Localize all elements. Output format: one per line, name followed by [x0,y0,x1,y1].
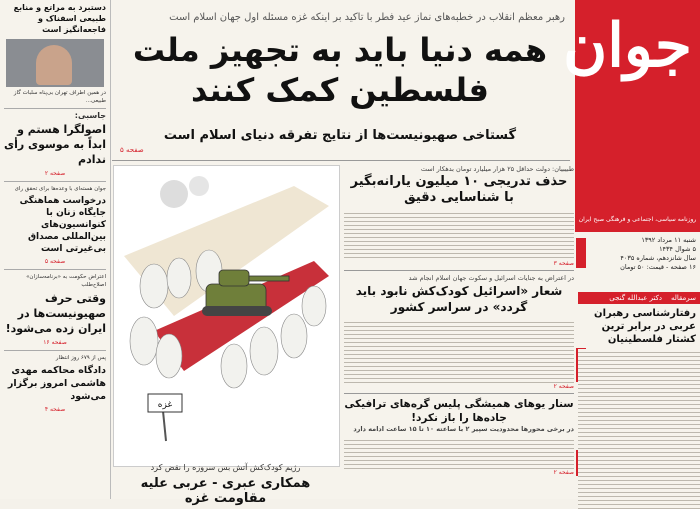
divider [4,108,106,109]
middle-column [344,165,574,476]
lead-page-ref: صفحه ۵ [120,146,144,154]
story1-kicker: طبیبیان: دولت حداقل ۲۵ هزار میلیارد تومان بدهکار است [420,165,574,173]
lead-subhead: گستاخی صهیونیست‌ها از نتایج تفرقه دنیای اسلام است [163,128,517,143]
story1-ref: صفحه ۳ [553,260,574,267]
lead-kicker: رهبر معظم انقلاب در خطبه‌های نماز عید فطر با تأکید بر اینکه غزه مسئله اول جهان اسلام است [169,12,565,23]
item2-title: درخواست هماهنگی جایگاه زنان با کنوانسیون‌های بین‌المللی مصداق بی‌غیرتی است [19,196,106,254]
story3-title: سنار یوهای همیشگی پلیس گره‌های ترافیکی جاده‌ها را باز نکرد! [344,398,574,424]
editorial-author: دکتر عبدالله گنجی [609,294,663,302]
item2-kicker: جوان هسته‌ای با وعده‌ها برای تحقق رای [14,186,106,192]
issue-info [578,236,696,272]
item4-ref: صفحه ۴ [44,406,66,413]
issue-number: سال شانزدهم، شماره ۴۰۳۵ [620,254,696,262]
divider [344,270,574,271]
editorial-title: رفتارشناسی رهبران عربی در برابر ترین کشتار فلسطینیان [594,308,696,345]
editorial-cartoon [113,165,340,467]
section-tab [576,238,586,268]
item4-title: دادگاه محاکمه مهدی هاشمی امروز برگزار می‌شود [7,365,106,402]
left-top-title: دستبرد به مراتع و منابع طبیعی اسفناک و فاجعه‌انگیز است [13,3,106,34]
issue-price: ۱۶ صفحه - قیمت: ۵۰ تومان [620,263,696,271]
editorial-column [578,292,700,509]
photo-caption: در همین اطراف تهران بی‌پناه سلبات گاز طبیعی... [13,90,106,104]
portrait-face [36,45,72,85]
cartoon-sign: غزه [157,400,173,410]
cartoon-caption: رژیم کودک‌کش آتش بس سروزه را نقض کرد [150,463,301,472]
masthead [563,0,700,232]
portrait-photo [6,39,104,87]
story2-kicker: در اعتراض به جنایات اسرائیل و سکوت جهان اسلام انجام شد [408,274,574,282]
tagline: روزنامه سیاسی، اجتماعی و فرهنگی صبح ایران [578,216,697,223]
item3-ref: صفحه ۱۶ [43,339,67,346]
story2-title: شعار «اسرائیل کودک‌کش نابود باید گردد» در سراسر کشور [355,284,563,314]
item1-title: اصولگرا هستم و ابداً به موسوی رأی ندادم [3,123,106,166]
divider [112,160,570,161]
divider [4,181,106,182]
cartoon-drawing [114,166,339,466]
story3-body [344,437,574,469]
left-column [0,0,111,499]
divider [4,269,106,270]
editorial-body [578,349,700,509]
divider [4,350,106,351]
item1-kicker: جاسبی: [74,111,106,120]
item2-ref: صفحه ۵ [44,258,66,265]
editorial-bar [578,292,700,304]
story2-body [344,319,574,383]
story1-title: حذف تدریجی ۱۰ میلیون یارانه‌بگیر با شناسایی دقیق [350,174,568,205]
item4-kicker: پس از ۶۷۹ روز انتظار [55,355,106,361]
lead-headline: همه دنیا باید به تجهیز ملت فلسطین کمک کنند [132,31,548,109]
story2-ref: صفحه ۲ [553,383,574,390]
cartoon-headline: همکاری عبری - عربی علیه مقاومت غزه [140,476,311,506]
story1-body [344,210,574,260]
editorial-label: سرمقاله [670,294,696,302]
item1-ref: صفحه ۲ [44,170,66,177]
newspaper-logo: جوان [563,11,692,81]
story3-kicker: در برخی محورها محدودیت سپیر ۲ با ساعته ۱۰ تا ۱۵ ساعت ادامه دارد [353,425,574,433]
divider [344,393,574,394]
issue-hijri-date: ۵ شوال ۱۴۳۴ [659,245,696,253]
item3-title: وقتی حرف صهیونیست‌ها در ایران زده می‌شود! [5,292,106,335]
story3-ref: صفحه ۲ [553,469,574,476]
issue-date: شنبه ۱۱ مرداد ۱۳۹۲ [641,236,696,244]
item3-kicker: اعتراض حکومت به «برنامه‌سازان» اصلاح‌طلب [26,274,106,288]
